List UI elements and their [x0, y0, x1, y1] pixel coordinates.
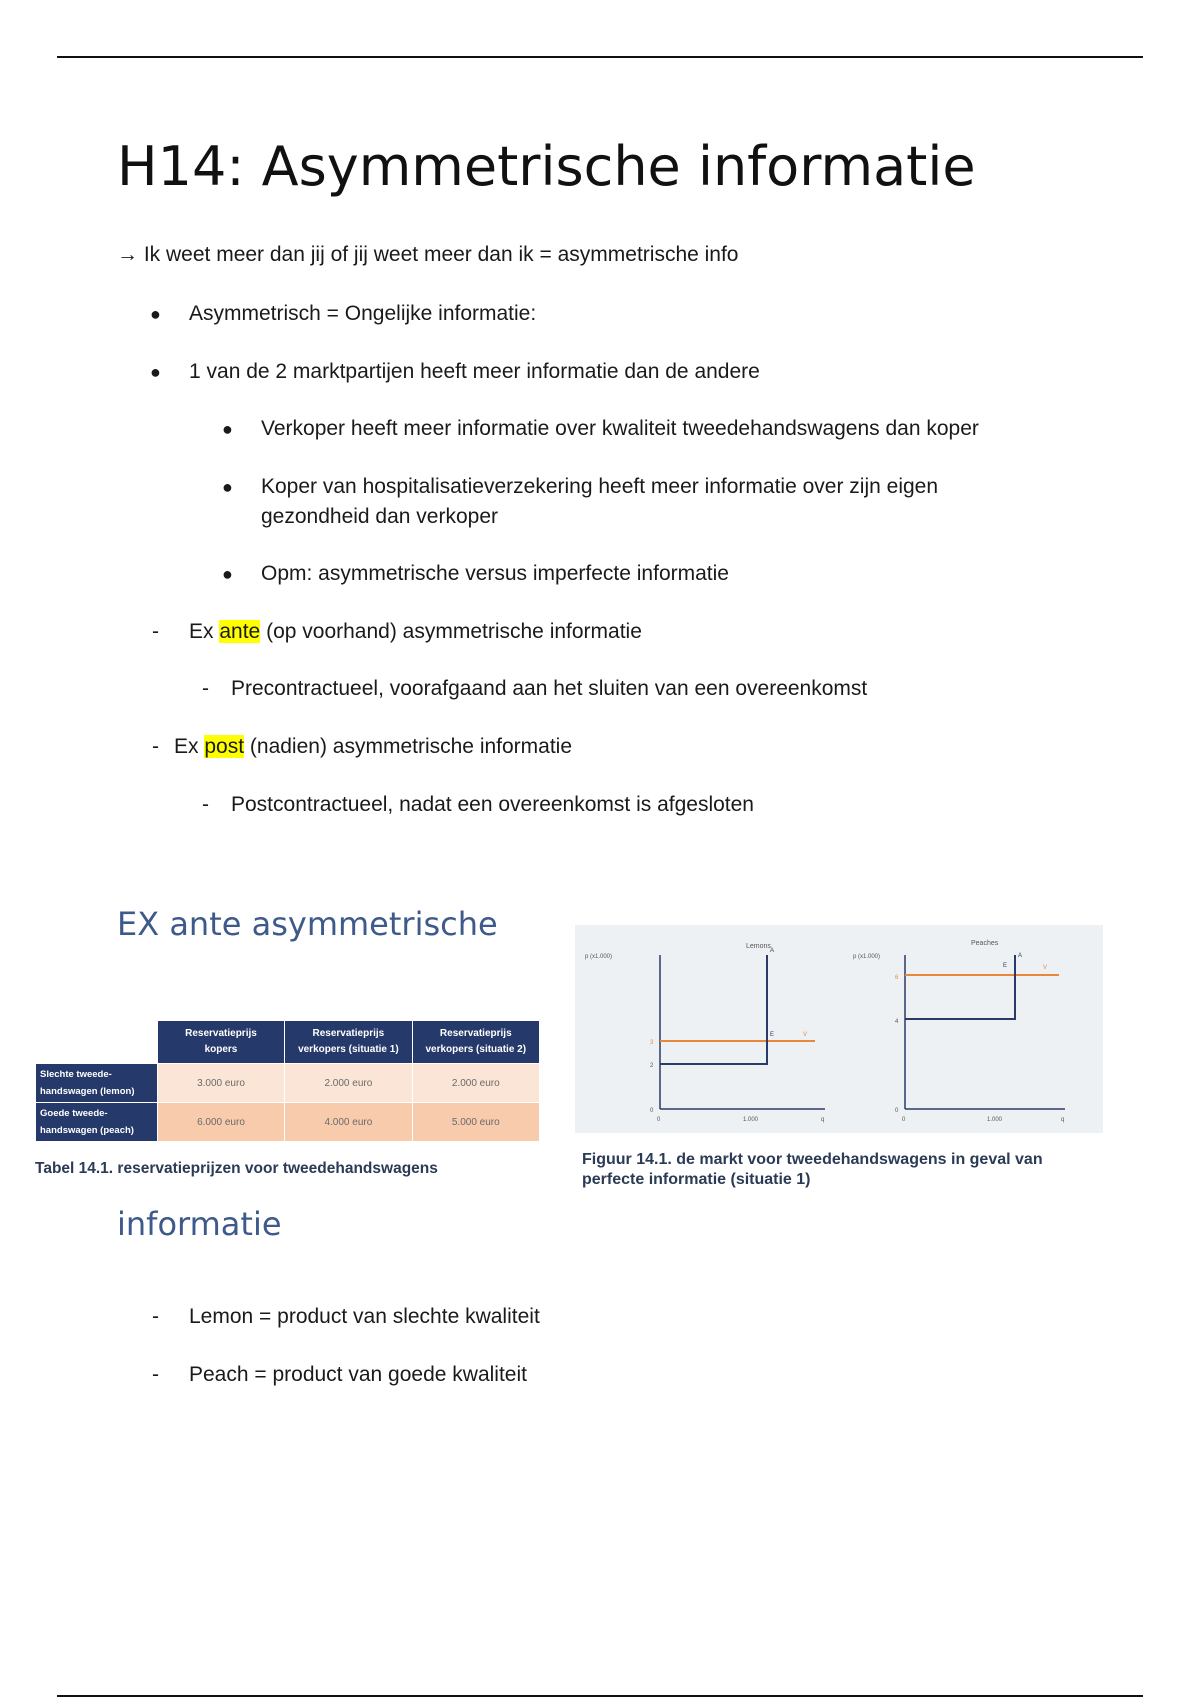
- sub-bullet-koper: Koper van hospitalisatieverzekering heeft meer informatie over zijn eigen: [261, 475, 939, 498]
- market-figure: [575, 925, 1103, 1133]
- bullet-asymmetrisch: Asymmetrisch = Ongelijke informatie:: [189, 302, 537, 325]
- curve-label: V: [1043, 965, 1048, 971]
- table-cell: 4.000 euro: [285, 1103, 412, 1142]
- bullet-marker: ●: [150, 304, 161, 324]
- table-cell: 5.000 euro: [412, 1103, 539, 1142]
- table-header: Reservatieprijs verkopers (situatie 2): [412, 1021, 539, 1064]
- row-label: Slechte tweede- handswagen (lemon): [36, 1064, 158, 1103]
- ex-post-highlight: post: [204, 735, 245, 758]
- tick-label: 4: [895, 1019, 899, 1025]
- dash-marker: -: [152, 620, 159, 643]
- bullet-marker: ●: [222, 564, 233, 584]
- curve-label: E: [770, 1032, 775, 1038]
- tick-label: 3: [650, 1040, 654, 1046]
- tick-label: 0: [895, 1108, 899, 1114]
- table-row: [36, 1103, 540, 1142]
- top-rule: [57, 56, 1143, 58]
- table-row: [36, 1064, 540, 1103]
- figure-caption: Figuur 14.1. de markt voor tweedehandswagens in geval van perfecte informatie (situatie 1): [582, 1151, 1043, 1188]
- definition-lemon: Lemon = product van slechte kwaliteit: [189, 1305, 540, 1328]
- ex-post-sub: Postcontractueel, nadat een overeenkomst is afgesloten: [231, 793, 754, 816]
- ex-ante-sub: Precontractueel, voorafgaand aan het sluiten van een overeenkomst: [231, 677, 868, 700]
- page-title: H14: Asymmetrische informatie: [117, 135, 976, 198]
- panel-title: Lemons: [746, 943, 771, 950]
- table-cell: 2.000 euro: [285, 1064, 412, 1103]
- tick-label: 0: [650, 1108, 654, 1114]
- tick-label: q: [1061, 1117, 1065, 1123]
- table-cell: 2.000 euro: [412, 1064, 539, 1103]
- tick-label: 0: [902, 1117, 906, 1123]
- lemons-panel: [585, 943, 825, 1123]
- bullet-marker: ●: [150, 362, 161, 382]
- tick-label: 2: [650, 1063, 654, 1069]
- dash-marker: -: [152, 1363, 159, 1386]
- axis-label: p (x1.000): [585, 954, 613, 960]
- panel-title: Peaches: [971, 940, 999, 947]
- dash-marker: -: [152, 1305, 159, 1328]
- ex-post-line: Ex post (nadien) asymmetrische informatie: [174, 735, 573, 758]
- reservation-price-table: [35, 1020, 540, 1178]
- row-label: Goede tweede- handswagen (peach): [36, 1103, 158, 1142]
- curve-label: A: [770, 948, 775, 954]
- table-header: Reservatieprijs kopers: [157, 1021, 284, 1064]
- peaches-panel: [853, 940, 1065, 1123]
- ex-ante-line: Ex ante (op voorhand) asymmetrische informatie: [189, 620, 642, 643]
- bullet-marktpartijen: 1 van de 2 marktpartijen heeft meer informatie dan de andere: [189, 360, 760, 383]
- table-cell: 3.000 euro: [157, 1064, 284, 1103]
- curve-label: V: [803, 1032, 808, 1038]
- table-corner: [36, 1021, 158, 1064]
- bullet-marker: ●: [222, 419, 233, 439]
- section-heading-cont: informatie: [117, 1205, 282, 1243]
- supply-line: [660, 955, 767, 1064]
- sub-bullet-koper-cont: gezondheid dan verkoper: [261, 505, 499, 528]
- sub-bullet-opm: Opm: asymmetrische versus imperfecte informatie: [261, 562, 729, 585]
- table-header: Reservatieprijs verkopers (situatie 1): [285, 1021, 412, 1064]
- curve-label: E: [1003, 963, 1008, 969]
- definition-peach: Peach = product van goede kwaliteit: [189, 1363, 527, 1386]
- bottom-rule: [57, 1695, 1143, 1697]
- ex-ante-highlight: ante: [219, 620, 261, 643]
- dash-marker: -: [202, 793, 209, 816]
- supply-line: [905, 955, 1015, 1019]
- section-heading: EX ante asymmetrische: [117, 905, 498, 943]
- sub-bullet-verkoper: Verkoper heeft meer informatie over kwaliteit tweedehandswagens dan koper: [261, 417, 979, 440]
- dash-marker: -: [152, 735, 159, 758]
- bullet-marker: ●: [222, 477, 233, 497]
- tick-label: 1.000: [987, 1117, 1003, 1123]
- curve-label: A: [1018, 953, 1023, 959]
- axis-label: p (x1.000): [853, 954, 881, 960]
- tick-label: 1.000: [743, 1117, 759, 1123]
- tick-label: 0: [657, 1117, 661, 1123]
- table-cell: 6.000 euro: [157, 1103, 284, 1142]
- intro-line: → Ik weet meer dan jij of jij weet meer dan ik = asymmetrische info: [117, 243, 739, 266]
- table-caption: Tabel 14.1. reservatieprijzen voor tweedehandswagens: [35, 1160, 438, 1177]
- tick-label: q: [821, 1117, 825, 1123]
- dash-marker: -: [202, 677, 209, 700]
- tick-label: 6: [895, 975, 899, 981]
